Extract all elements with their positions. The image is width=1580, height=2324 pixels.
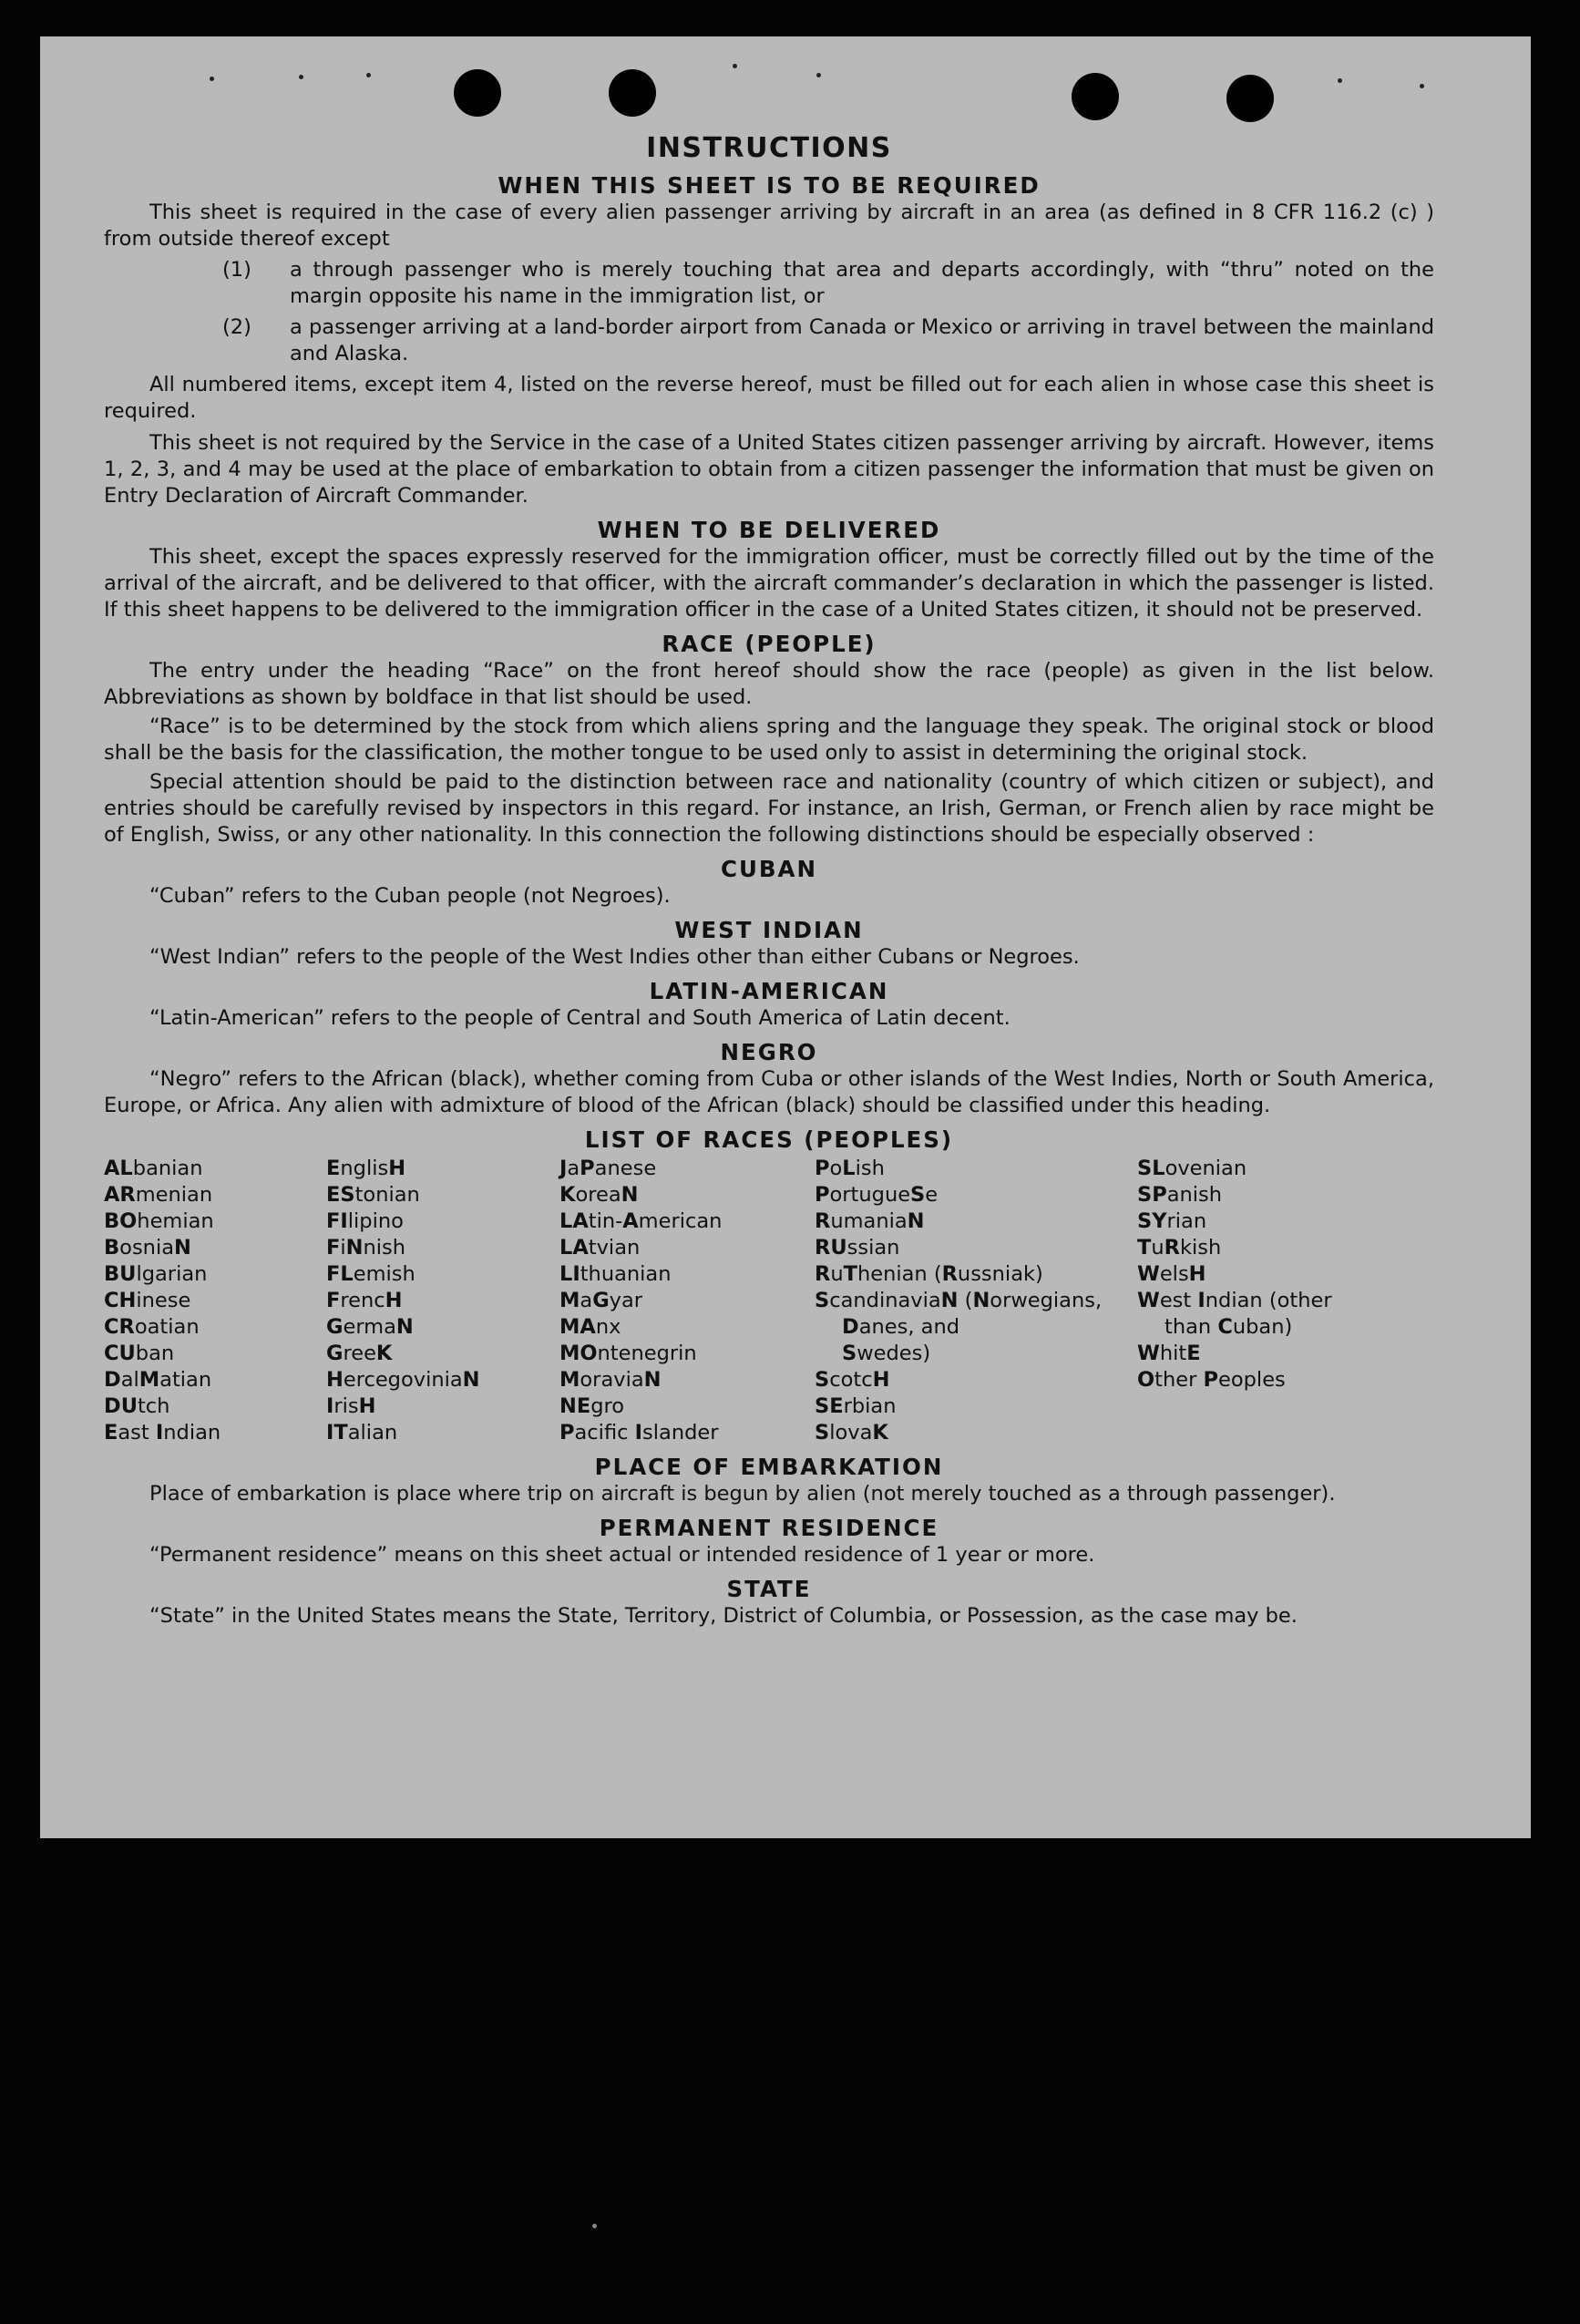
race-entry: RuThenian (Russniak)	[815, 1262, 1043, 1286]
race-entry: KoreaN	[559, 1183, 639, 1207]
race-entry: MOntenegrin	[559, 1342, 697, 1365]
heading-list-of-races: LIST OF RACES (PEOPLES)	[584, 1126, 954, 1153]
heading-west-indian: WEST INDIAN	[674, 917, 864, 943]
race-entry: LAtvian	[559, 1236, 641, 1260]
race-entry: SPanish	[1137, 1183, 1223, 1207]
race-entry: GreeK	[326, 1342, 393, 1365]
speck	[592, 2224, 597, 2228]
punch-hole-2	[609, 69, 656, 117]
speck	[299, 75, 303, 79]
list-item	[104, 314, 1434, 367]
page-title: INSTRUCTIONS	[646, 132, 892, 164]
race-entry: DalMatian	[104, 1368, 212, 1392]
paragraph: Place of embarkation is place where trip on aircraft is begun by alien (not merely touched as a through passenger).	[149, 1482, 1336, 1506]
heading-negro: NEGRO	[720, 1039, 818, 1065]
paragraph: Special attention should be paid to the distinction between race and nationality (country of which citizen or subject), and entries should be carefully revised by inspectors in this regard. For instance, an Irish, German, or French alien by race might be of English, Swiss, or any other nationality. In this connection the following distinctions should be especially observed :	[104, 770, 1434, 847]
race-entry: Swedes)	[842, 1342, 931, 1365]
heading-place-of-embarkation: PLACE OF EMBARKATION	[594, 1454, 944, 1480]
race-entry: SYrian	[1137, 1209, 1207, 1233]
race-entry: Other Peoples	[1137, 1368, 1286, 1392]
race-entry: ScandinaviaN (Norwegians,	[815, 1289, 1103, 1312]
races-column	[104, 1156, 326, 1446]
race-entry: MoraviaN	[559, 1368, 662, 1392]
paragraph: This sheet is not required by the Service in the case of a United States citizen passenger arriving by aircraft. However, items 1, 2, 3, and 4 may be used at the place of embarkation to obtain from a citizen passenger the information that must be given on Entry Declaration of Aircraft Commander.	[104, 431, 1434, 508]
race-entry: LAtin-American	[559, 1209, 723, 1233]
item-text: a through passenger who is merely touching that area and departs accordingly, with “thru” noted on the margin opposite his name in the immigration list, or	[290, 258, 1434, 308]
race-entry: ARmenian	[104, 1183, 213, 1207]
paragraph: “West Indian” refers to the people of the West Indies other than either Cubans or Negroes.	[149, 945, 1080, 969]
paragraph: This sheet, except the spaces expressly reserved for the immigration officer, must be correctly filled out by the time of the arrival of the aircraft, and be delivered to that officer, with the aircraft commander’s declaration in which the passenger is listed. If this sheet happens to be delivered to the immigration officer in the case of a United States citizen, it should not be preserved.	[104, 545, 1434, 622]
races-column	[1137, 1156, 1411, 1446]
race-entry: GermaN	[326, 1315, 414, 1339]
paragraph: “Latin-American” refers to the people of Central and South America of Latin decent.	[149, 1006, 1011, 1030]
race-entry: MaGyar	[559, 1289, 643, 1312]
race-entry: FLemish	[326, 1262, 416, 1286]
race-entry: ALbanian	[104, 1157, 203, 1180]
speck	[1338, 78, 1342, 83]
item-text: a passenger arriving at a land-border airport from Canada or Mexico or arriving in travel between the mainland and Alaska.	[290, 315, 1434, 365]
heading-race: RACE (PEOPLE)	[662, 631, 877, 657]
speck	[210, 77, 214, 81]
race-entry: HercegoviniaN	[326, 1368, 480, 1392]
heading-cuban: CUBAN	[720, 856, 817, 882]
race-entry: East Indian	[104, 1421, 221, 1445]
race-entry: BUlgarian	[104, 1262, 208, 1286]
race-entry: NEgro	[559, 1394, 625, 1418]
punch-hole-3	[1072, 73, 1119, 120]
race-entry: Danes, and	[842, 1315, 959, 1339]
race-entry: than Cuban)	[1164, 1315, 1293, 1339]
race-entry: Pacifc Islander	[559, 1421, 719, 1445]
punch-hole-4	[1226, 75, 1274, 122]
heading-when-required: WHEN THIS SHEET IS TO BE REQUIRED	[498, 172, 1041, 199]
paragraph: “Cuban” refers to the Cuban people (not Negroes).	[149, 884, 671, 908]
race-entry: DUtch	[104, 1394, 170, 1418]
paragraph: “State” in the United States means the State, Territory, District of Columbia, or Possession, as the case may be.	[149, 1604, 1298, 1628]
speck	[733, 64, 737, 68]
race-entry: PortugueSe	[815, 1183, 939, 1207]
races-column	[326, 1156, 559, 1446]
races-table	[104, 1156, 1434, 1446]
race-entry: WhitE	[1137, 1342, 1201, 1365]
race-entry: FIlipino	[326, 1209, 404, 1233]
paragraph: “Permanent residence” means on this sheet actual or intended residence of 1 year or more.	[149, 1543, 1095, 1567]
race-entry: LIthuanian	[559, 1262, 672, 1286]
race-entry: SErbian	[815, 1394, 897, 1418]
speck	[816, 73, 821, 77]
race-entry: ITalian	[326, 1421, 398, 1445]
paragraph: “Race” is to be determined by the stock from which aliens spring and the language they speak. The original stock or blood shall be the basis for the classification, the mother tongue to be used only to assist in determining the original stock.	[104, 715, 1434, 765]
race-entry: JaPanese	[559, 1157, 657, 1180]
race-entry: BOhemian	[104, 1209, 214, 1233]
heading-when-delivered: WHEN TO BE DELIVERED	[597, 517, 941, 543]
race-entry: PoLish	[815, 1157, 885, 1180]
race-entry: EStonian	[326, 1183, 420, 1207]
race-entry: SLovenian	[1137, 1157, 1247, 1180]
race-entry: MAnx	[559, 1315, 621, 1339]
race-entry: SlovaK	[815, 1421, 888, 1445]
race-entry: EnglisH	[326, 1157, 406, 1180]
paragraph: The entry under the heading “Race” on the front hereof should show the race (people) as given in the list below. Abbreviations as shown by boldface in that list should be used.	[104, 659, 1434, 709]
race-entry: RUssian	[815, 1236, 900, 1260]
race-entry: WelsH	[1137, 1262, 1206, 1286]
race-entry: FiNnish	[326, 1236, 406, 1260]
list-item	[104, 257, 1434, 310]
item-number: (2)	[222, 315, 251, 339]
race-entry: CUban	[104, 1342, 175, 1365]
race-entry: TuRkish	[1137, 1236, 1222, 1260]
heading-permanent-residence: PERMANENT RESIDENCE	[599, 1515, 939, 1541]
item-number: (1)	[222, 258, 251, 282]
instructions-content	[104, 118, 1434, 1630]
race-entry: RumaniaN	[815, 1209, 925, 1233]
punch-hole-1	[454, 69, 501, 117]
race-entry: CHinese	[104, 1289, 191, 1312]
paragraph: All numbered items, except item 4, listed on the reverse hereof, must be filled out for each alien in whose case this sheet is required.	[104, 373, 1434, 423]
race-entry: West Indian (other	[1137, 1289, 1332, 1312]
heading-state: STATE	[726, 1576, 812, 1602]
speck	[366, 73, 371, 77]
races-column	[559, 1156, 815, 1446]
speck	[1420, 84, 1424, 88]
heading-latin-american: LATIN-AMERICAN	[649, 978, 889, 1004]
race-entry: ScotcH	[815, 1368, 890, 1392]
race-entry: CRoatian	[104, 1315, 200, 1339]
paragraph: This sheet is required in the case of every alien passenger arriving by aircraft in an area (as defined in 8 CFR 116.2 (c) ) from outside thereof except	[104, 201, 1434, 251]
race-entry: BosniaN	[104, 1236, 191, 1260]
race-entry: IrisH	[326, 1394, 376, 1418]
paragraph: “Negro” refers to the African (black), whether coming from Cuba or other islands of the West Indies, North or South America, Europe, or Africa. Any alien with admixture of blood of the African (black) should be classified under this heading.	[104, 1067, 1434, 1117]
races-column	[815, 1156, 1137, 1446]
race-entry: FrencH	[326, 1289, 403, 1312]
